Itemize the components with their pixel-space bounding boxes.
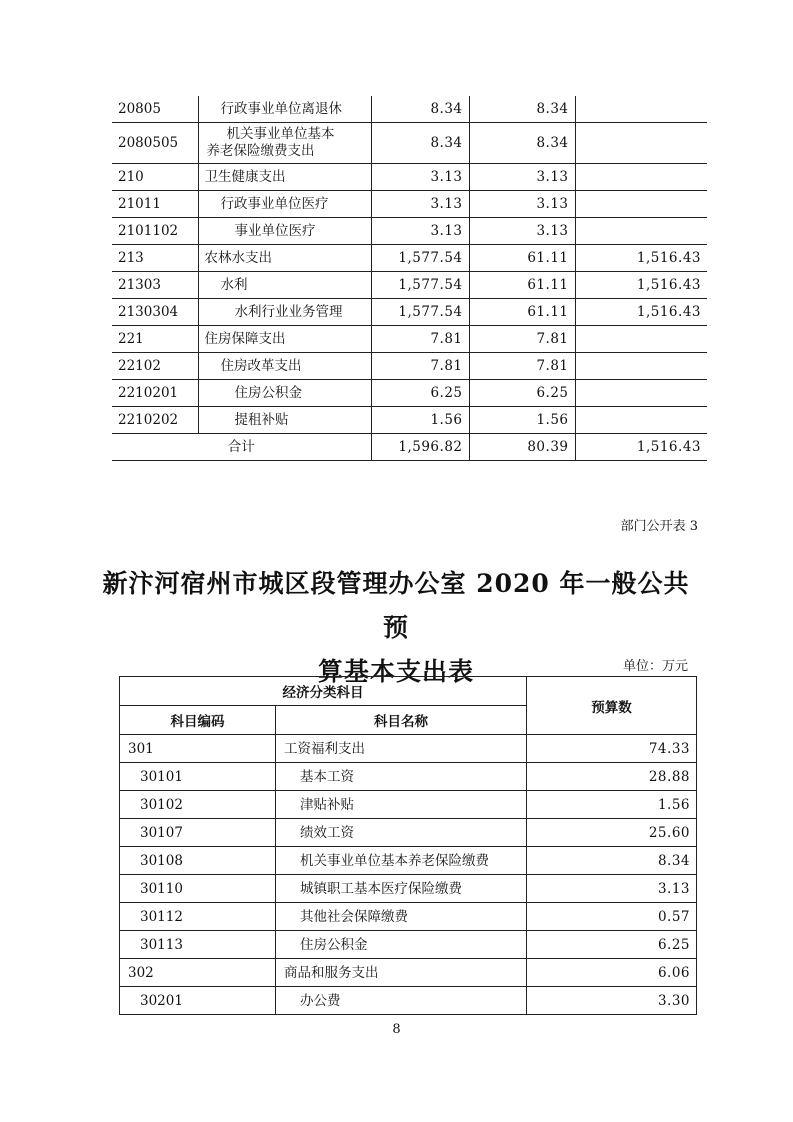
basic-amount: 3.13 [469, 164, 575, 191]
subject-code: 210 [112, 164, 198, 191]
total-amount: 1,577.54 [371, 272, 469, 299]
total-label: 合计 [112, 434, 371, 461]
table-row [120, 875, 697, 903]
project-amount: 1,516.43 [575, 272, 707, 299]
budget-amount: 28.88 [527, 763, 697, 791]
project-amount [575, 407, 707, 434]
basic-amount: 61.11 [469, 245, 575, 272]
table-row [120, 959, 697, 987]
budget-amount: 6.25 [527, 931, 697, 959]
subject-name: 住房公积金 [198, 380, 371, 407]
table-row [112, 96, 707, 123]
budget-amount: 8.34 [527, 847, 697, 875]
project-amount [575, 353, 707, 380]
subject-name: 商品和服务支出 [276, 959, 527, 987]
subject-code: 30110 [120, 875, 276, 903]
table-row [112, 272, 707, 299]
subject-name-line1: 机关事业单位基本 [226, 126, 335, 142]
subject-name: 卫生健康支出 [198, 164, 371, 191]
subject-code: 21011 [112, 191, 198, 218]
header-economic-classification: 经济分类科目 [120, 677, 527, 706]
table-row [112, 245, 707, 272]
table-row [112, 380, 707, 407]
total-amount: 7.81 [371, 326, 469, 353]
table-row [120, 763, 697, 791]
table-row [112, 218, 707, 245]
total-amount: 3.13 [371, 218, 469, 245]
project-amount [575, 164, 707, 191]
basic-amount: 6.25 [469, 380, 575, 407]
basic-amount: 61.11 [469, 299, 575, 326]
basic-amount: 3.13 [469, 191, 575, 218]
subject-name: 行政事业单位医疗 [198, 191, 371, 218]
table-number: 部门公开表 3 [620, 519, 698, 534]
page-title [96, 562, 696, 694]
basic-amount: 3.13 [469, 218, 575, 245]
header-row [120, 677, 697, 706]
subject-name: 工资福利支出 [276, 735, 527, 763]
table-row [112, 123, 707, 164]
subject-name: 机关事业单位基本养老保险缴费 [276, 847, 527, 875]
subject-name: 行政事业单位离退休 [198, 96, 371, 123]
total-amount: 8.34 [371, 96, 469, 123]
subject-code: 21303 [112, 272, 198, 299]
subject-code: 30101 [120, 763, 276, 791]
subject-name: 绩效工资 [276, 819, 527, 847]
project-amount [575, 218, 707, 245]
subject-code: 213 [112, 245, 198, 272]
total-amount: 6.25 [371, 380, 469, 407]
table-row [112, 164, 707, 191]
subject-name: 办公费 [276, 987, 527, 1015]
basic-amount: 61.11 [469, 272, 575, 299]
table-row [120, 735, 697, 763]
subject-code: 20805 [112, 96, 198, 123]
subject-name: 住房改革支出 [198, 353, 371, 380]
subject-code: 302 [120, 959, 276, 987]
subject-name-line2: 养老保险缴费支出 [206, 143, 315, 159]
subject-code: 221 [112, 326, 198, 353]
total-amount: 3.13 [371, 191, 469, 218]
project-amount: 1,516.43 [575, 299, 707, 326]
total-row [112, 434, 707, 461]
project-amount: 1,516.43 [575, 434, 707, 461]
table-row [112, 299, 707, 326]
project-amount [575, 96, 707, 123]
budget-amount: 0.57 [527, 903, 697, 931]
subject-name: 农林水支出 [198, 245, 371, 272]
subject-code: 2080505 [112, 123, 198, 164]
subject-name [198, 123, 371, 164]
subject-name: 住房保障支出 [198, 326, 371, 353]
project-amount [575, 191, 707, 218]
total-amount: 8.34 [371, 123, 469, 164]
table-row [120, 847, 697, 875]
total-amount: 1,577.54 [371, 245, 469, 272]
table-row [120, 931, 697, 959]
subject-name: 水利行业业务管理 [198, 299, 371, 326]
subject-name: 津贴补贴 [276, 791, 527, 819]
table-row [120, 903, 697, 931]
total-amount: 3.13 [371, 164, 469, 191]
subject-code: 30112 [120, 903, 276, 931]
subject-code: 22102 [112, 353, 198, 380]
page-title-line1: 新汴河宿州市城区段管理办公室 2020 年一般公共预 [102, 569, 690, 642]
subject-code: 2210202 [112, 407, 198, 434]
project-amount [575, 380, 707, 407]
basic-amount: 7.81 [469, 326, 575, 353]
page-number: 8 [392, 1022, 401, 1037]
budget-amount: 3.13 [527, 875, 697, 903]
subject-code: 30102 [120, 791, 276, 819]
header-subject-name: 科目名称 [276, 706, 527, 735]
basic-amount: 8.34 [469, 123, 575, 164]
header-subject-code: 科目编码 [120, 706, 276, 735]
subject-name: 基本工资 [276, 763, 527, 791]
subject-name: 城镇职工基本医疗保险缴费 [276, 875, 527, 903]
table-row [120, 819, 697, 847]
header-budget: 预算数 [527, 677, 697, 735]
subject-code: 2210201 [112, 380, 198, 407]
project-amount [575, 123, 707, 164]
expenditure-function-table [112, 96, 707, 461]
subject-name: 提租补贴 [198, 407, 371, 434]
subject-code: 30113 [120, 931, 276, 959]
basic-expenditure-table [119, 676, 697, 1015]
budget-amount: 1.56 [527, 791, 697, 819]
page-title-line2: 算基本支出表 [317, 657, 474, 686]
subject-name: 事业单位医疗 [198, 218, 371, 245]
budget-amount: 3.30 [527, 987, 697, 1015]
subject-name: 住房公积金 [276, 931, 527, 959]
subject-code: 301 [120, 735, 276, 763]
subject-code: 30201 [120, 987, 276, 1015]
budget-amount: 6.06 [527, 959, 697, 987]
project-amount [575, 326, 707, 353]
project-amount: 1,516.43 [575, 245, 707, 272]
total-amount: 1.56 [371, 407, 469, 434]
subject-code: 30107 [120, 819, 276, 847]
subject-code: 2130304 [112, 299, 198, 326]
total-amount: 1,577.54 [371, 299, 469, 326]
table-row [112, 326, 707, 353]
budget-amount: 74.33 [527, 735, 697, 763]
basic-amount: 80.39 [469, 434, 575, 461]
basic-amount: 8.34 [469, 96, 575, 123]
basic-amount: 1.56 [469, 407, 575, 434]
table-row [112, 353, 707, 380]
unit-label: 单位：万元 [622, 659, 688, 674]
subject-name: 水利 [198, 272, 371, 299]
total-amount: 7.81 [371, 353, 469, 380]
table-row [112, 191, 707, 218]
table-row [120, 791, 697, 819]
table-row [112, 407, 707, 434]
budget-amount: 25.60 [527, 819, 697, 847]
table-row [120, 987, 697, 1015]
basic-amount: 7.81 [469, 353, 575, 380]
subject-name: 其他社会保障缴费 [276, 903, 527, 931]
subject-code: 30108 [120, 847, 276, 875]
total-amount: 1,596.82 [371, 434, 469, 461]
subject-code: 2101102 [112, 218, 198, 245]
